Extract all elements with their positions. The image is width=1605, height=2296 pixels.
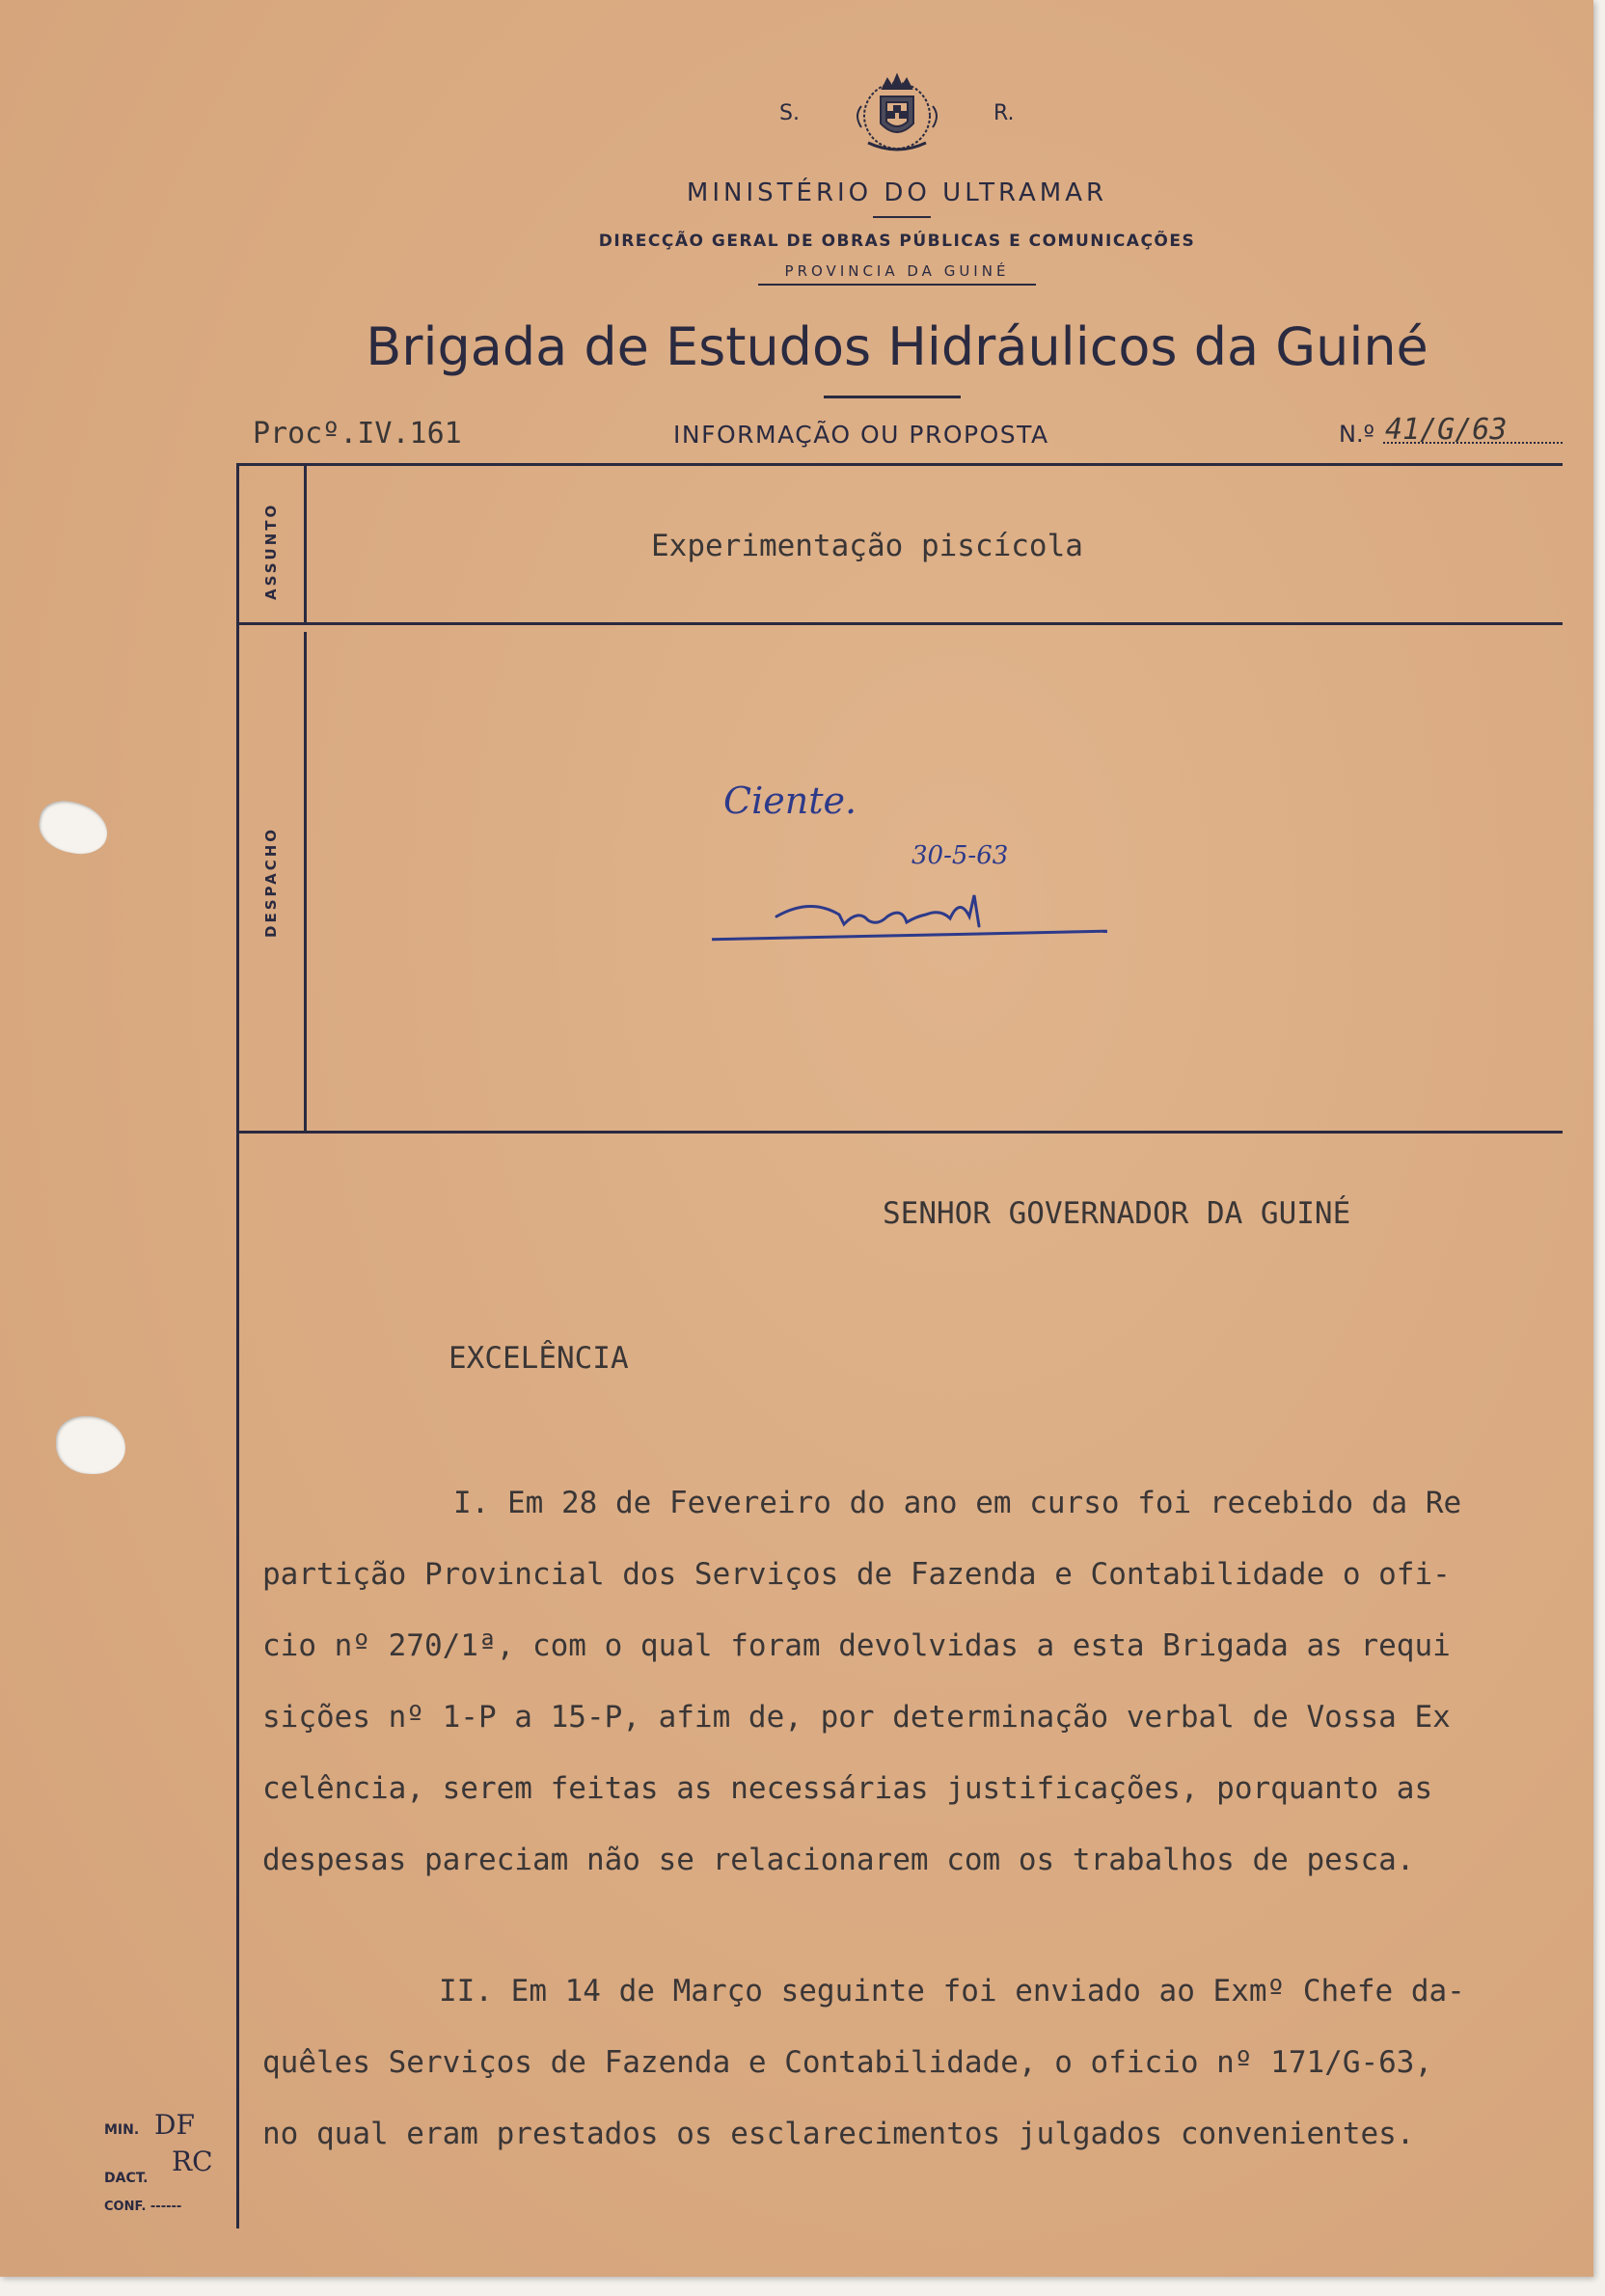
assunto-label: ASSUNTO xyxy=(262,502,280,600)
processo-reference: Procº.IV.161 xyxy=(253,417,462,451)
margin-dact-value: RC xyxy=(172,2146,213,2177)
paragraph-1-line: I. Em 28 de Fevereiro do ano em curso foi recebido da Re xyxy=(453,1486,1462,1520)
numero-label: N.º xyxy=(1339,421,1374,448)
frame-line-bottom xyxy=(236,1131,1563,1134)
numero-value: 41/G/63 xyxy=(1385,413,1508,447)
ministry-underline xyxy=(873,216,931,218)
letter-addressee: SENHOR GOVERNADOR DA GUINÉ xyxy=(883,1196,1351,1231)
assunto-text: Experimentação piscícola xyxy=(651,529,1083,563)
brigada-underline xyxy=(824,396,961,398)
frame-line-assunto-divider xyxy=(304,463,307,625)
letter-salutation: EXCELÊNCIA xyxy=(449,1341,629,1376)
punch-hole xyxy=(34,796,112,860)
provincia-underline xyxy=(758,284,1036,286)
brigada-title: Brigada de Estudos Hidráulicos da Guiné xyxy=(366,316,1428,377)
frame-line-top xyxy=(236,463,1563,466)
despacho-handwritten-word: Ciente. xyxy=(723,779,857,822)
paragraph-1-line: celência, serem feitas as necessárias justificações, porquanto as xyxy=(262,1771,1433,1806)
provincia-heading: PROVINCIA DA GUINÉ xyxy=(784,262,1010,280)
paragraph-2-line: quêles Serviços de Fazenda e Contabilidade, o oficio nº 171/G-63, xyxy=(262,2045,1433,2080)
crest-left-letter: S. xyxy=(779,101,800,125)
paragraph-1-line: despesas pareciam não se relacionarem com os trabalhos de pesca. xyxy=(262,1843,1415,1877)
paragraph-2-line: no qual eram prestados os esclarecimentos julgados convenientes. xyxy=(262,2117,1415,2151)
punch-hole xyxy=(56,1416,125,1474)
direccao-heading: DIRECÇÃO GERAL DE OBRAS PÚBLICAS E COMUNICAÇÕES xyxy=(598,232,1196,251)
paragraph-1-line: sições nº 1-P a 15-P, afim de, por determinação verbal de Vossa Ex xyxy=(262,1700,1451,1735)
margin-min-value: DF xyxy=(154,2109,195,2141)
frame-line-middle xyxy=(236,622,1563,625)
despacho-handwritten-date: 30-5-63 xyxy=(911,841,1009,870)
frame-line-despacho-divider xyxy=(304,632,307,1134)
paragraph-1-line: cio nº 270/1ª, com o qual foram devolvidas a esta Brigada as requi xyxy=(262,1628,1451,1663)
crest-right-letter: R. xyxy=(993,101,1015,125)
paragraph-1-line: partição Provincial dos Serviços de Fazenda e Contabilidade o ofi- xyxy=(262,1557,1451,1592)
margin-dact-label: DACT. xyxy=(104,2171,149,2186)
paragraph-2-line: II. Em 14 de Março seguinte foi enviado ao Exmº Chefe da- xyxy=(439,1974,1465,2009)
margin-min-label: MIN. xyxy=(104,2122,140,2138)
despacho-label: DESPACHO xyxy=(262,826,280,938)
coat-of-arms-icon xyxy=(844,68,950,164)
margin-conf-label: CONF. ------ xyxy=(104,2200,182,2214)
frame-line-left xyxy=(236,463,239,2228)
numero-dotted-line xyxy=(1383,442,1563,444)
ministry-heading: MINISTÉRIO DO ULTRAMAR xyxy=(686,178,1108,207)
form-title: INFORMAÇÃO OU PROPOSTA xyxy=(673,421,1049,449)
